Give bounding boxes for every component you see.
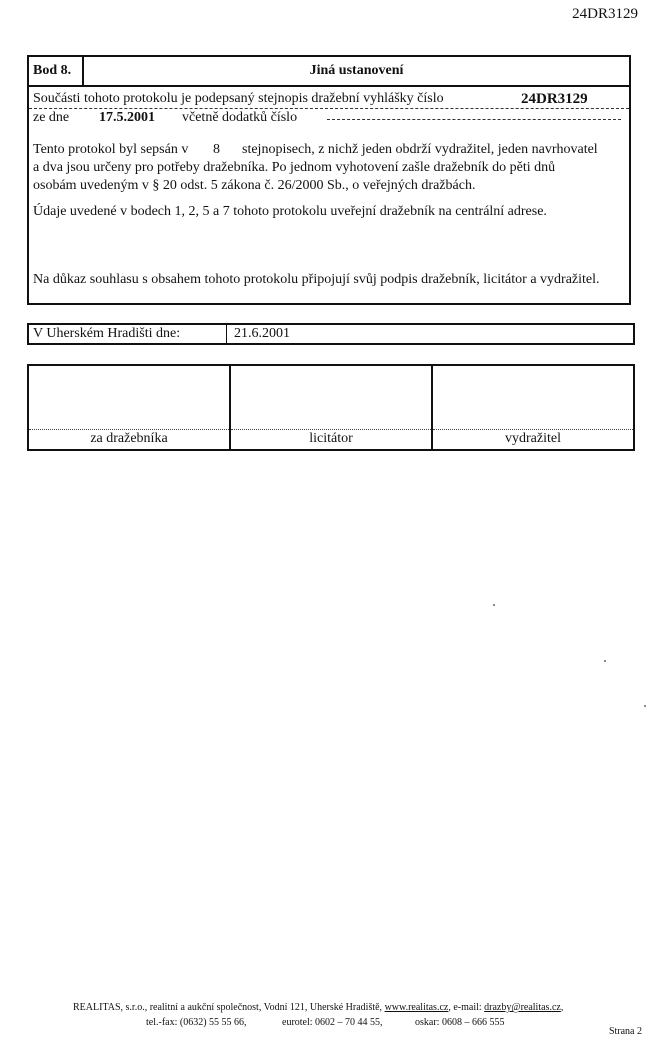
amendments-blank xyxy=(327,119,621,120)
paragraph-publication: Údaje uvedené v bodech 1, 2, 5 a 7 tohoto protokolu uveřejní dražebník na centrální adrese. xyxy=(33,204,547,219)
page-number: Strana 2 xyxy=(608,1026,642,1037)
footer-tel-fax: tel.-fax: (0632) 55 55 66, xyxy=(146,1017,247,1028)
footer-oskar: oskar: 0608 – 666 555 xyxy=(415,1017,505,1028)
section-number: Bod 8. xyxy=(29,57,84,85)
section-header xyxy=(29,57,629,87)
footer-line-1 xyxy=(73,1001,563,1014)
section-8-box xyxy=(27,55,631,305)
footer-company: REALITAS, s.r.o., realitní a aukční společnost, Vodní 121, Uherské Hradiště, xyxy=(73,1002,383,1013)
paragraph-copies-line2: a dva jsou určeny pro potřeby dražebníka. Po jednom vyhotovení zašle dražebník do pěti dnů xyxy=(33,160,556,175)
divider xyxy=(226,325,227,343)
scan-speck xyxy=(604,660,606,662)
signature-table xyxy=(27,364,635,451)
date-prefix: ze dne xyxy=(33,110,70,125)
scan-speck xyxy=(644,705,646,707)
footer-email-link[interactable]: drazby@realitas.cz xyxy=(484,1002,561,1013)
paragraph-copies-line3: osobám uvedeným v § 20 odst. 5 zákona č. 26/2000 Sb., o veřejných dražbách. xyxy=(33,178,476,193)
signature-line xyxy=(29,429,229,430)
paragraph-copies-a: Tento protokol byl sepsán v xyxy=(33,142,189,157)
underline-dashed xyxy=(29,108,629,109)
signature-label: za dražebníka xyxy=(90,431,168,446)
signature-cell-winner xyxy=(433,366,633,449)
paragraph-consent: Na důkaz souhlasu s obsahem tohoto protokolu připojují svůj podpis dražebník, licitátor a vydražitel. xyxy=(33,272,600,287)
footer-comma: , xyxy=(560,1002,564,1013)
signature-label: vydražitel xyxy=(505,431,561,446)
copies-count: 8 xyxy=(213,142,220,157)
footer-website-link[interactable]: www.realitas.cz xyxy=(384,1002,449,1013)
scan-speck xyxy=(493,604,495,606)
document-id: 24DR3129 xyxy=(572,6,638,22)
auction-notice-number: 24DR3129 xyxy=(521,91,588,107)
footer-eurotel: eurotel: 0602 – 70 44 55, xyxy=(282,1017,383,1028)
signature-label: licitátor xyxy=(309,431,353,446)
place-date-row xyxy=(27,323,635,345)
signature-cell-licitator xyxy=(231,366,433,449)
paragraph-copies-b: stejnopisech, z nichž jeden obdrží vydražitel, jeden navrhovatel xyxy=(242,142,598,157)
footer-email-label: , e-mail: xyxy=(448,1002,482,1013)
signing-date: 21.6.2001 xyxy=(234,326,290,341)
signature-line xyxy=(231,429,431,430)
notice-date: 17.5.2001 xyxy=(99,110,155,125)
auction-notice-text: Součásti tohoto protokolu je podepsaný stejnopis dražební vyhlášky číslo xyxy=(33,91,444,106)
signature-line xyxy=(433,429,633,430)
place-label: V Uherském Hradišti dne: xyxy=(33,326,181,341)
amendments-label: včetně dodatků číslo xyxy=(182,110,298,125)
section-title: Jiná ustanovení xyxy=(309,63,404,78)
signature-cell-auctioneer xyxy=(29,366,231,449)
